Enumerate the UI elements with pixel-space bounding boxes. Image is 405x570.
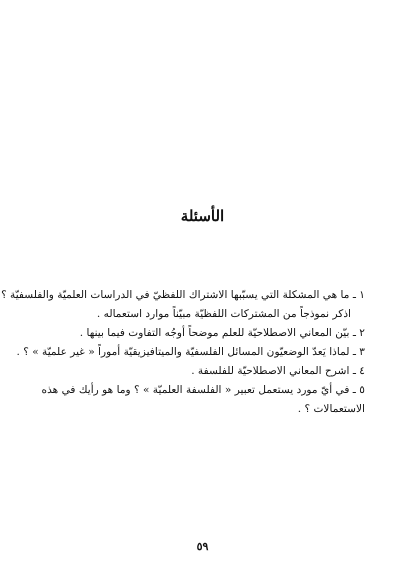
question-2-line-1: ٢ ـ بيّن المعاني الاصطلاحيّة للعلم موضحاً أوجُه التفاوت فيما بينها .	[79, 327, 365, 339]
questions-list	[1, 286, 365, 419]
question-1-line-1: ١ ـ ما هي المشكلة التي يسبّبها الاشتراك اللفظيّ في الدراسات العلميّة والفلسفيّة ؟	[1, 289, 365, 301]
question-5-line-1: ٥ ـ في أيّ مورد يستعمل تعبير « الفلسفة العلميّة » ؟ وما هو رأيك في هذه	[41, 384, 365, 396]
question-item-4	[39, 362, 365, 381]
question-1-line-2: اذكر نموذجاً من المشتركات اللفظيّة مبيّناً موارد استعماله .	[96, 308, 351, 320]
question-item-2	[39, 324, 365, 343]
question-item-5	[39, 381, 365, 419]
question-item-3	[16, 343, 365, 362]
question-item-1	[1, 286, 365, 324]
question-4-line-1: ٤ ـ اشرح المعاني الاصطلاحيّة للفلسفة .	[191, 365, 365, 377]
page-number: ٥٩	[196, 540, 209, 553]
question-5-line-2: الاستعمالات ؟ .	[297, 403, 365, 415]
section-heading: الأسئلة	[180, 207, 225, 225]
question-3-line-1: ٣ ـ لماذا يَعدّ الوضعيّون المسائل الفلسفيّة والميتافيزيقيّة أموراً « غير علميّة » ؟ .	[16, 346, 365, 358]
